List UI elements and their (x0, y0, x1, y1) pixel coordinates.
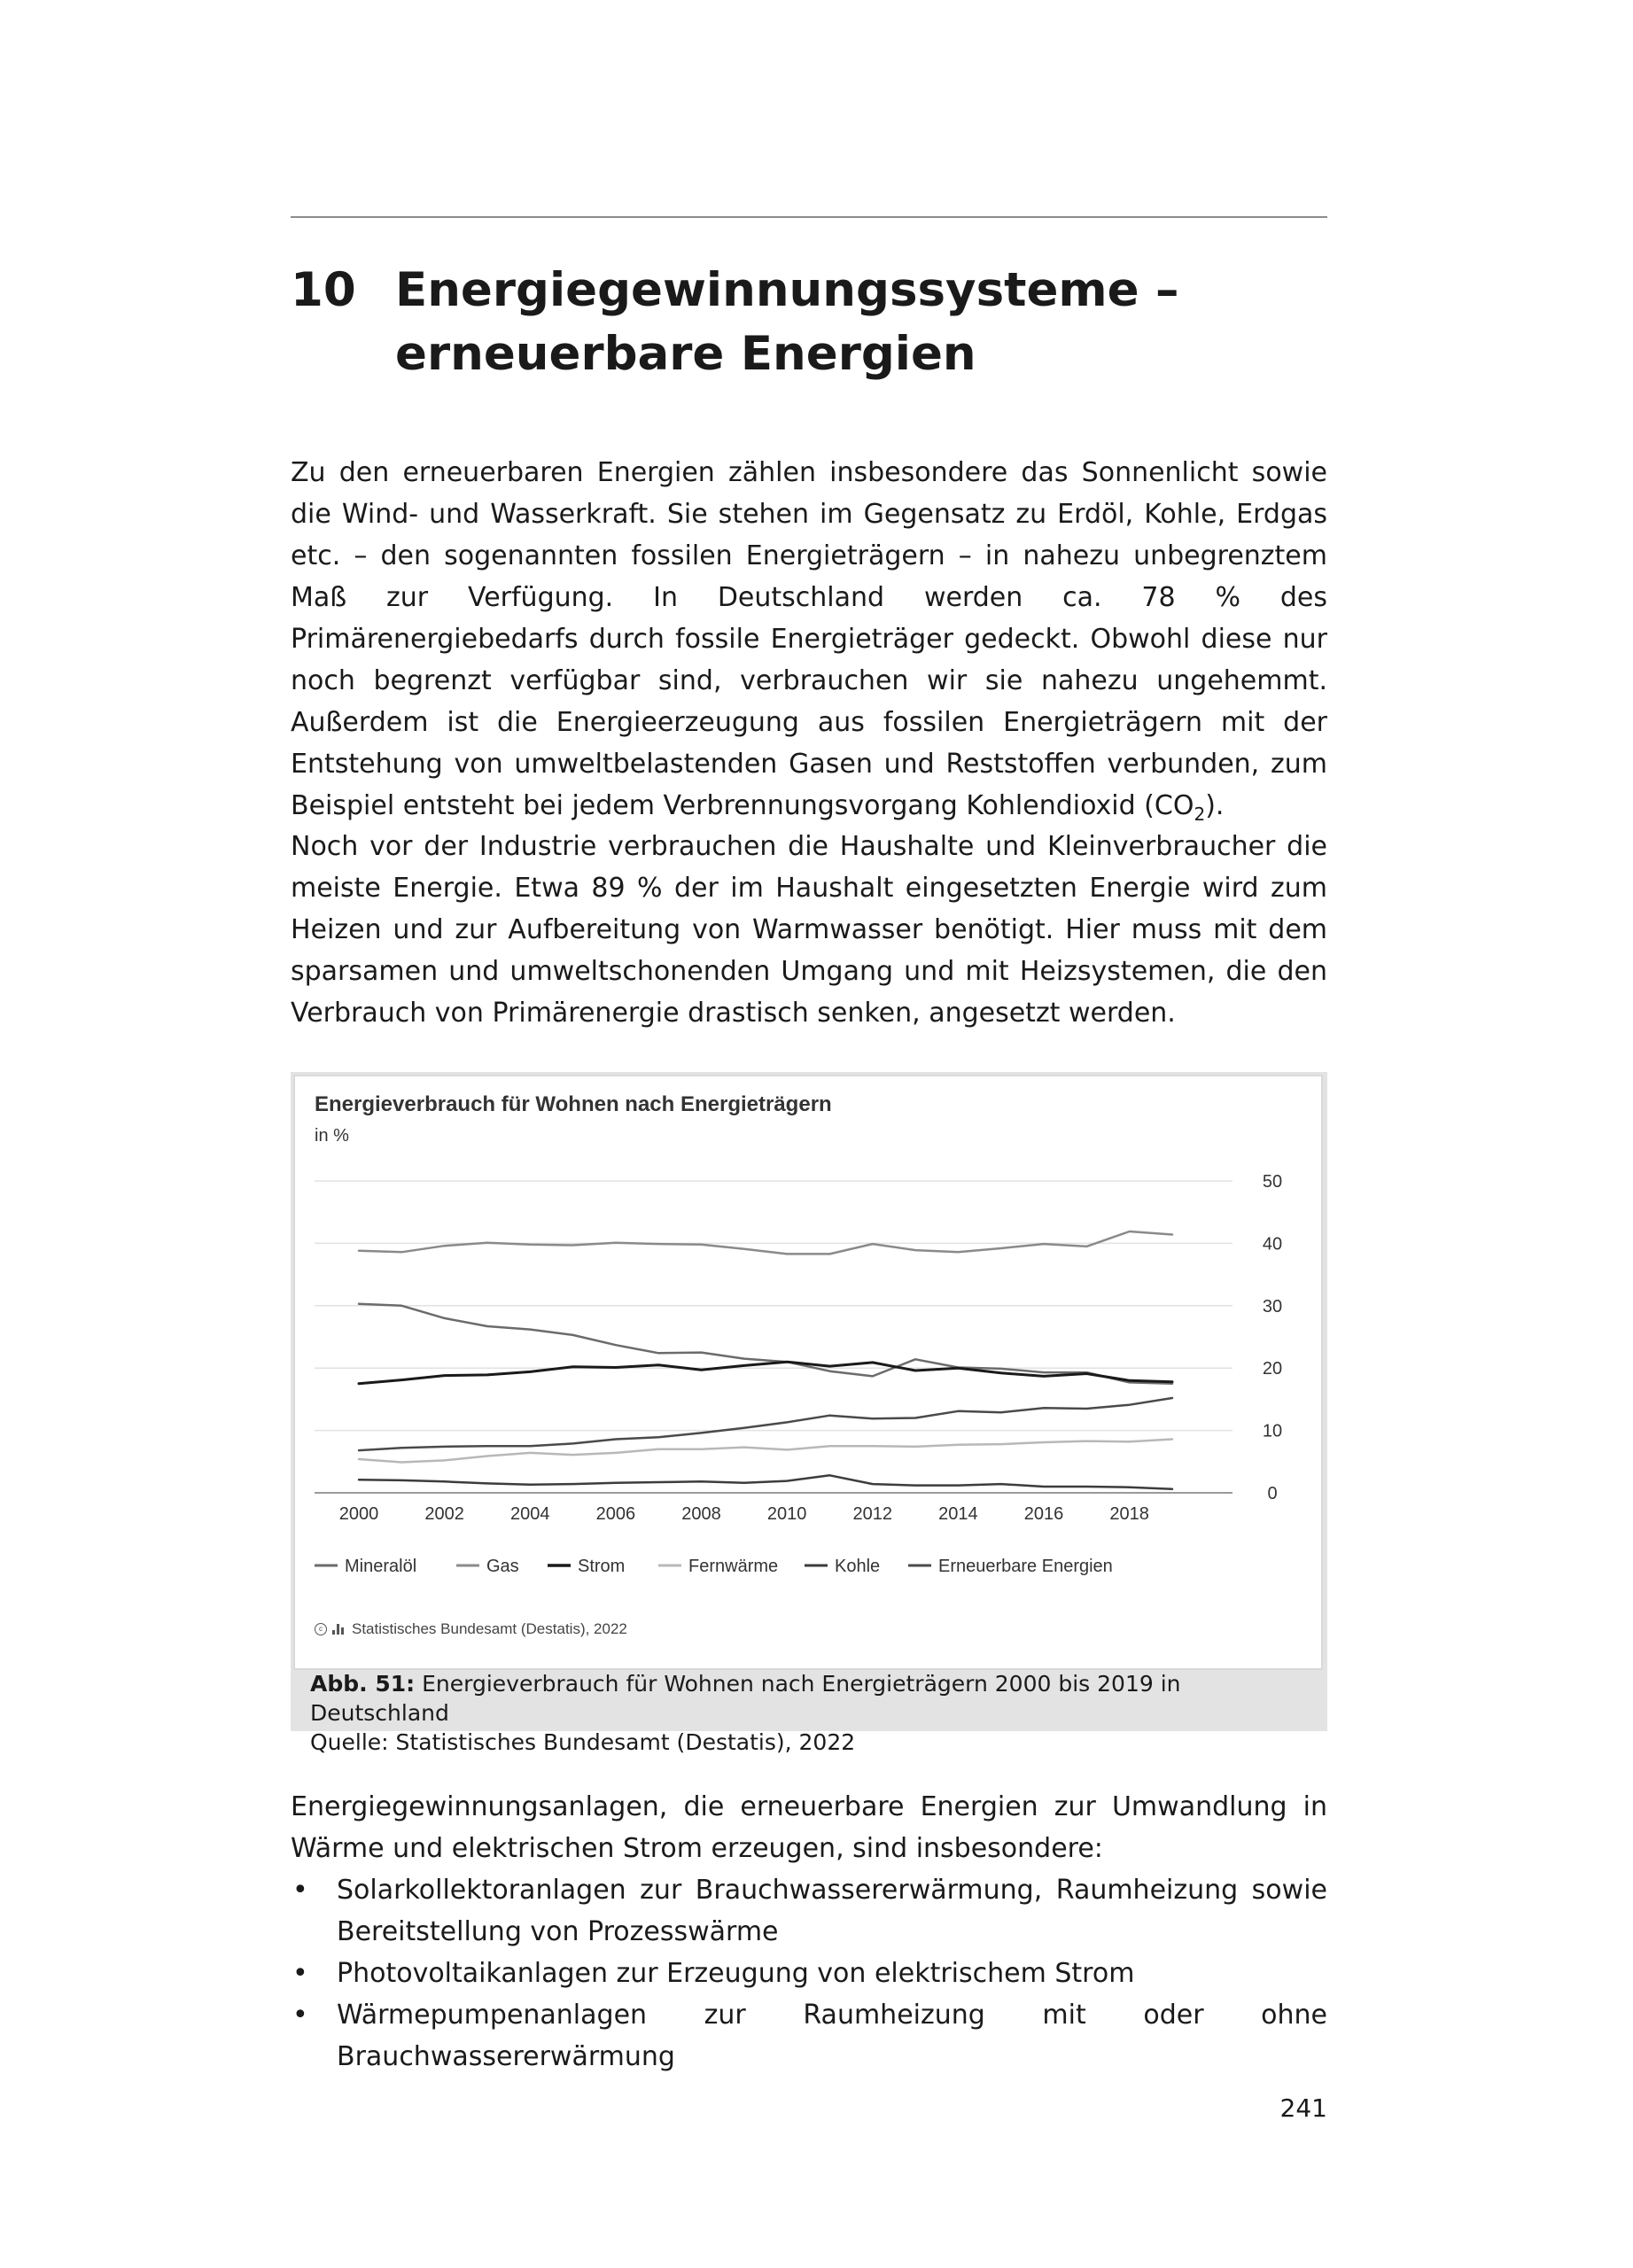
paragraph-households: Noch vor der Industrie verbrauchen die Haushalte und Kleinverbraucher die meiste Energie. Etwa 89 % der im Haushalt eingesetzten Energie wird zum Heizen und zur Aufbereitung von Warmwasser benötigt. Hier muss mit dem sparsamen und umweltschonenden Umgang und mit Heizsystemen, die den Verbrauch von Primärenergie drastisch senken, angesetzt werden. (291, 831, 1327, 1029)
paragraph-intro (291, 452, 1327, 827)
y-tick-label: 10 (1262, 1421, 1283, 1441)
bullet-icon: • (292, 1875, 308, 1906)
chart-panel (293, 1075, 1323, 1670)
figure (291, 1072, 1327, 1755)
x-tick-label: 2008 (681, 1504, 721, 1524)
legend-label: Erneuerbare Energien (938, 1557, 1113, 1576)
list-item-text: Solarkollektoranlagen zur Brauchwassererwärmung, Raumheizung sowie Bereitstellung von Prozesswärme (337, 1875, 1327, 1947)
chapter-title: Energiegewinnungssysteme – erneuerbare Energien (395, 263, 1179, 381)
list-item-text: Photovoltaikanlagen zur Erzeugung von elektrischem Strom (337, 1958, 1135, 1989)
bullet-icon: • (292, 1958, 308, 1989)
list-item-text: Wärmepumpenanlagen zur Raumheizung mit oder ohne Brauchwassererwärmung (337, 2000, 1327, 2072)
bullet-list (291, 1869, 1327, 2078)
x-tick-label: 2000 (338, 1504, 379, 1524)
chart-source-text: Statistisches Bundesamt (Destatis), 2022 (352, 1620, 627, 1637)
x-tick-label: 2006 (595, 1504, 636, 1524)
legend-label: Kohle (835, 1557, 881, 1576)
chapter-number: 10 (291, 263, 356, 317)
paragraph-systems: Energiegewinnungsanlagen, die erneuerbare Energien zur Umwandlung in Wärme und elektrischen Strom erzeugen, sind insbesondere: (291, 1791, 1327, 1864)
copyright-icon: c (315, 1623, 327, 1635)
y-tick-label: 0 (1267, 1484, 1278, 1503)
list-item (291, 1953, 1327, 1994)
chart-unit-label: in % (315, 1126, 349, 1146)
legend-label: Fernwärme (688, 1557, 779, 1576)
list-item (291, 1994, 1327, 2078)
x-tick-label: 2016 (1023, 1504, 1064, 1524)
legend-label: Mineralöl (345, 1557, 417, 1576)
x-tick-label: 2014 (938, 1504, 978, 1524)
x-tick-label: 2010 (766, 1504, 807, 1524)
x-tick-label: 2018 (1109, 1504, 1149, 1524)
y-tick-label: 50 (1262, 1172, 1283, 1192)
header-rule (291, 216, 1327, 218)
x-tick-label: 2004 (510, 1504, 550, 1524)
list-item (291, 1869, 1327, 1953)
co2-subscript: 2 (1194, 804, 1206, 825)
y-tick-label: 30 (1262, 1296, 1283, 1317)
x-tick-label: 2002 (424, 1504, 464, 1524)
chart-source-note (315, 1620, 627, 1638)
series-line (359, 1475, 1172, 1489)
series-line (359, 1440, 1172, 1463)
paragraph-intro-end: ). (1205, 790, 1225, 821)
destatis-logo-icon (332, 1624, 346, 1635)
caption-label: Abb. 51: (310, 1671, 416, 1697)
caption-text: Energieverbrauch für Wohnen nach Energieträgern 2000 bis 2019 in Deutschland (310, 1671, 1181, 1726)
caption-source: Quelle: Statistisches Bundesamt (Destatis), 2022 (310, 1729, 856, 1755)
page-number: 241 (1279, 2093, 1327, 2123)
legend-label: Gas (486, 1557, 519, 1576)
x-tick-label: 2012 (852, 1504, 893, 1524)
series-line (359, 1304, 1172, 1384)
y-tick-label: 20 (1262, 1359, 1283, 1379)
chart-title: Energieverbrauch für Wohnen nach Energieträgern (315, 1092, 832, 1116)
figure-caption (310, 1669, 1311, 1757)
paragraph-intro-text: Zu den erneuerbaren Energien zählen insbesondere das Sonnenlicht sowie die Wind- und Wasserkraft. Sie stehen im Gegensatz zu Erdöl, Kohle, Erdgas etc. – den sogenannten fossilen Energieträgern – in nahezu unbegrenztem Maß zur Verfügung. In Deutschland werden ca. 78 % des Primärenergiebedarfs durch fossile Energieträger gedeckt. Obwohl diese nur noch begrenzt verfügbar sind, verbrauchen wir sie nahezu ungehemmt. Außerdem ist die Energieerzeugung aus fossilen Energieträgern mit der Entstehung von umweltbelastenden Gasen und Reststoffen verbunden, zum Beispiel entsteht bei jedem Verbrennungsvorgang Kohlendioxid (CO (291, 457, 1327, 821)
line-chart (295, 1076, 1321, 1668)
bullet-icon: • (292, 2000, 308, 2031)
y-tick-label: 40 (1262, 1234, 1283, 1254)
legend-label: Strom (578, 1557, 626, 1576)
